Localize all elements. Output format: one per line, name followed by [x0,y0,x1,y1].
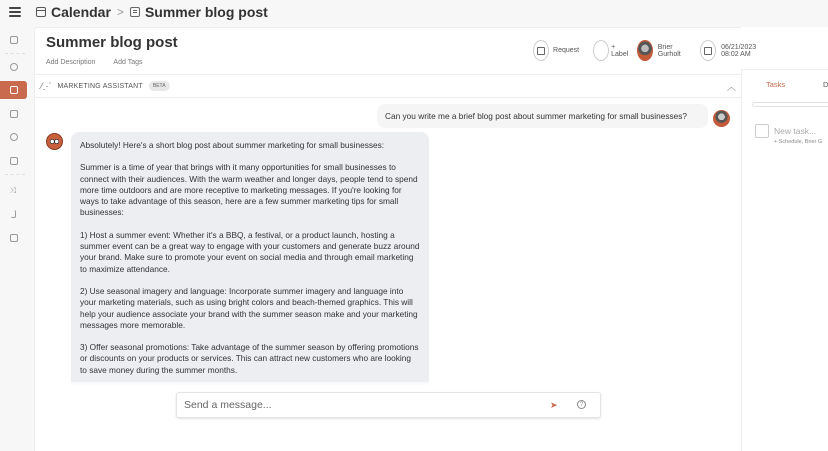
calendar-icon [704,47,712,55]
sidebar-item-workflows[interactable] [0,182,27,200]
message-composer [176,392,601,418]
chevron-right-icon: > [116,5,124,19]
beta-badge: BETA [149,81,170,91]
bot-paragraph: 3) Offer seasonal promotions: Take advantage of the summer season by offering promotions or discounts on your products or services. This can attract new customers who are looking to save money during the summer months. [80,342,419,375]
sidebar-item-people[interactable] [0,128,27,146]
chevron-up-icon[interactable]: ︿ [726,82,736,92]
help-icon[interactable]: ? [577,400,586,409]
sidebar-item-ideas[interactable] [0,58,27,76]
breadcrumb [36,4,268,20]
task-search-input[interactable] [752,102,828,107]
divider [5,174,25,175]
sidebar-item-layout[interactable] [0,105,27,123]
assistant-label: MARKETING ASSISTANT [57,82,143,90]
breadcrumb-current: Summer blog post [144,4,268,20]
menu-icon[interactable] [9,7,21,17]
request-icon [537,47,545,55]
request-button[interactable] [533,40,549,61]
calendar-icon [36,7,46,17]
scroll-fade [71,376,429,386]
divider [35,97,742,98]
header-actions [533,40,770,61]
home-icon [10,36,18,44]
assignee-name: Brier Gurholt [657,43,681,58]
document-icon [130,7,140,17]
bar-chart-icon [11,210,16,218]
bot-message [71,132,429,382]
people-icon [10,133,18,141]
lightbulb-icon [10,63,18,71]
layout-icon [10,110,18,118]
date-button[interactable] [700,40,716,61]
calendar-icon [10,86,18,94]
bot-paragraph: 1) Host a summer event: Whether it's a BBQ, a festival, or a product launch, hosting a summer event can be a great way to engage with your customers and generate buzz around your brand. Make sure to promote your event on social media and through email marketing to maximize attendance. [80,229,420,274]
sidebar-item-analytics[interactable] [0,205,27,223]
add-tags-link[interactable]: Add Tags [113,59,143,66]
datetime[interactable]: 06/21/2023 08:02 AM [721,43,757,58]
sidebar [0,28,30,451]
top-bar [0,0,828,26]
sidebar-item-integrations[interactable] [0,229,27,247]
message-input[interactable] [184,399,524,411]
label-button[interactable] [593,40,609,61]
marketing-assistant-bar[interactable] [35,75,742,97]
bot-paragraph: Absolutely! Here's a short blog post about summer marketing for small businesses: [80,140,385,150]
sidebar-item-home[interactable] [0,31,27,49]
bot-paragraph: Summer is a time of year that brings with it many opportunities for small businesses to connect with their audiences. With the warm weather and longer days, people tend to spend more time outdoors and are more receptive to marketing messages. If you're looking for ways to take advantage of this season, here are a few summer marketing tips for small businesses: [80,162,418,218]
add-description-link[interactable]: Add Description [46,59,96,66]
shuffle-icon: ⤨ [9,186,16,195]
magic-wand-icon: ⁄⋰ [41,80,52,91]
user-message [377,104,708,128]
bot-avatar [46,133,63,150]
send-icon[interactable]: ➤ [550,400,558,410]
bot-paragraph: 2) Use seasonal imagery and language: Incorporate summer imagery and language into your marketing materials, such as using bright colors and beach-themed graphics. This will help your audience associate your brand with the summer season make and your marketing messages more memorable. [80,285,418,330]
tab-d[interactable]: D [823,80,828,89]
divider [5,53,25,54]
user-avatar [713,110,730,127]
label-label[interactable]: + Label [611,43,629,58]
request-label: Request [553,47,580,54]
book-icon [10,157,18,165]
sidebar-item-library[interactable] [0,152,27,170]
briefcase-icon [10,234,18,242]
sidebar-item-calendar[interactable] [0,81,27,99]
task-meta[interactable]: + Schedule, Brier G [774,139,823,145]
main-card [34,27,757,451]
task-checkbox[interactable] [755,124,769,138]
tab-tasks[interactable]: Tasks [766,80,786,89]
page-title: Summer blog post [46,34,178,51]
avatar[interactable] [637,40,653,61]
user-message-text: Can you write me a brief blog post about summer marketing for small businesses? [385,111,688,121]
breadcrumb-calendar[interactable]: Calendar [51,4,111,20]
new-task-input[interactable]: New task... [774,126,817,136]
right-panel [741,70,828,451]
